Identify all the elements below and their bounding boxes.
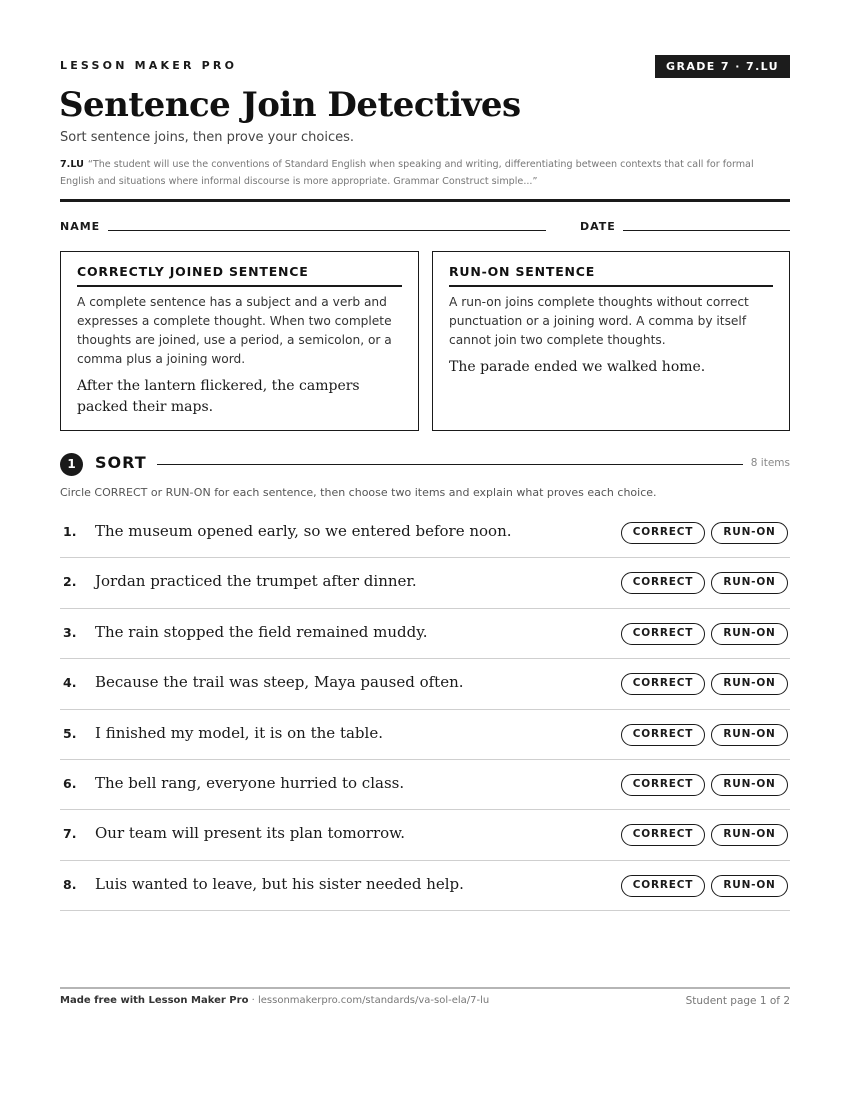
item-number: 6.	[63, 775, 77, 791]
item-list	[60, 508, 790, 911]
item-number: 8.	[63, 876, 77, 892]
item-count: 8 items	[750, 457, 790, 469]
correct-definition-card	[60, 251, 419, 431]
date-label: DATE	[580, 220, 616, 233]
section-header	[60, 452, 790, 476]
footer-divider	[60, 987, 790, 989]
correct-choice[interactable]: CORRECT	[621, 572, 705, 594]
card-heading: RUN-ON SENTENCE	[449, 264, 773, 287]
footer-credit	[60, 995, 489, 1006]
runon-choice[interactable]: RUN-ON	[711, 724, 788, 746]
card-body: A run-on joins complete thoughts without correct punctuation or a joining word. A comma by itself cannot join two complete thoughts.	[449, 295, 749, 347]
page-subtitle: Sort sentence joins, then prove your choices.	[60, 130, 355, 145]
section-number-badge: 1	[60, 453, 83, 476]
runon-choice[interactable]: RUN-ON	[711, 774, 788, 796]
page-indicator: Student page 1 of 2	[685, 995, 790, 1007]
card-heading: CORRECTLY JOINED SENTENCE	[77, 264, 402, 287]
list-item	[60, 659, 790, 709]
top-bar	[60, 57, 790, 79]
list-item	[60, 508, 790, 558]
list-item	[60, 710, 790, 760]
runon-definition-card	[432, 251, 790, 431]
name-date-row	[60, 219, 790, 235]
item-number: 2.	[63, 574, 77, 590]
runon-choice[interactable]: RUN-ON	[711, 673, 788, 695]
item-sentence: Jordan practiced the trumpet after dinner.	[95, 572, 417, 591]
card-example: After the lantern flickered, the campers packed their maps.	[77, 378, 360, 415]
header-divider	[60, 199, 790, 202]
correct-choice[interactable]: CORRECT	[621, 724, 705, 746]
item-number: 1.	[63, 524, 77, 539]
correct-choice[interactable]: CORRECT	[621, 522, 705, 544]
correct-choice[interactable]: CORRECT	[621, 824, 705, 846]
item-sentence: Our team will present its plan tomorrow.	[95, 824, 405, 843]
standard-text: “The student will use the conventions of Standard English when speaking and writing, differentiating between contexts that call for formal English and situations where informal discourse is more appropriate. Grammar Construct simple...”	[60, 159, 754, 187]
page-title: Sentence Join Detectives	[59, 85, 521, 125]
name-line[interactable]	[108, 230, 546, 231]
item-sentence: The museum opened early, so we entered before noon.	[95, 522, 512, 540]
section-rule	[157, 464, 743, 465]
list-item	[60, 810, 790, 860]
correct-choice[interactable]: CORRECT	[621, 673, 705, 695]
brand-name: LESSON MAKER PRO	[60, 59, 238, 72]
item-number: 5.	[63, 725, 77, 741]
card-body: A complete sentence has a subject and a verb and expresses a complete thought. When two complete thoughts are joined, use a period, a semicolon, or a comma plus a joining word.	[77, 295, 392, 366]
runon-choice[interactable]: RUN-ON	[711, 522, 788, 544]
runon-choice[interactable]: RUN-ON	[711, 572, 788, 594]
correct-choice[interactable]: CORRECT	[621, 774, 705, 796]
date-line[interactable]	[623, 230, 790, 231]
list-item	[60, 861, 790, 911]
runon-choice[interactable]: RUN-ON	[711, 623, 788, 645]
runon-choice[interactable]: RUN-ON	[711, 875, 788, 897]
item-number: 3.	[63, 624, 77, 640]
section-instructions: Circle CORRECT or RUN-ON for each sentence, then choose two items and explain what proves each choice.	[60, 486, 657, 499]
item-sentence: The rain stopped the field remained muddy.	[95, 622, 428, 641]
list-item	[60, 609, 790, 659]
item-sentence: I finished my model, it is on the table.	[95, 723, 383, 742]
standard-code: 7.LU	[60, 159, 84, 170]
list-item	[60, 760, 790, 810]
footer-made-with: Made free with Lesson Maker Pro	[60, 995, 249, 1006]
list-item	[60, 558, 790, 608]
item-sentence: The bell rang, everyone hurried to class.	[95, 773, 405, 792]
runon-choice[interactable]: RUN-ON	[711, 824, 788, 846]
item-number: 4.	[63, 675, 77, 691]
standard-description	[60, 156, 790, 190]
item-number: 7.	[63, 826, 77, 842]
card-example: The parade ended we walked home.	[449, 359, 706, 375]
item-sentence: Because the trail was steep, Maya paused often.	[95, 673, 464, 692]
name-label: NAME	[60, 220, 101, 233]
section-title: SORT	[95, 453, 147, 472]
footer-url[interactable]: · lessonmakerpro.com/standards/va-sol-ela/7-lu	[248, 995, 490, 1006]
correct-choice[interactable]: CORRECT	[621, 623, 705, 645]
worksheet-page	[60, 0, 790, 1100]
grade-badge: GRADE 7 · 7.LU	[655, 55, 790, 78]
item-sentence: Luis wanted to leave, but his sister needed help.	[95, 874, 464, 893]
correct-choice[interactable]: CORRECT	[621, 875, 705, 897]
